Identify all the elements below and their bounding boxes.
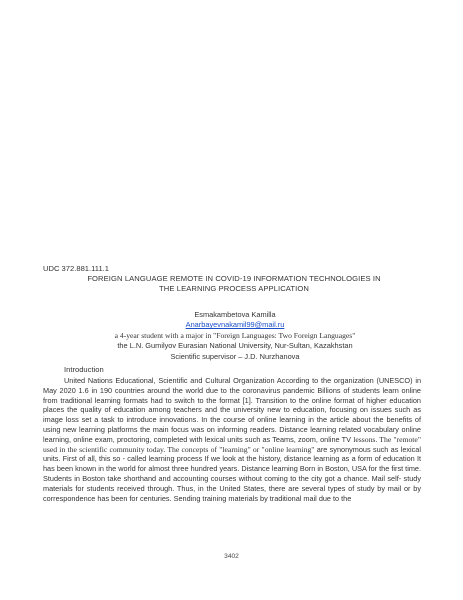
udc-code: UDC 372.881.111.1 (43, 264, 109, 273)
body-text-part-1: United Nations Educational, Scientific and Cultural Organization According to the organization (UNESCO) in May 2020 1.6 in 190 countries around the world due to the coronavirus pandemic Billions of students learn online from traditional learning formats had to switch to the format [1]. Transition to the online format of higher education places the quality of education among teachers and the university new to education, focusing on issues such as image loss set a task to introduce innovations. In the course of online learning in the article about the benefits of using new learning platforms the main focus was on informing readers. Distance learning related vocabulary online learning, online exam, proctoring, completed with lexical units such as Teams, zoom, online TV (43, 376, 421, 444)
author-email-link[interactable]: Anarbayevnakamil99@mail.ru (185, 320, 285, 330)
title-line-2: THE LEARNING PROCESS APPLICATION (159, 284, 309, 293)
page-number: 3402 (224, 553, 239, 560)
author-block (80, 310, 390, 362)
author-university: the L.N. Gumilyov Eurasian National University, Nur-Sultan, Kazakhstan (117, 341, 353, 351)
author-name: Esmakambetova Kamilla (194, 310, 276, 319)
body-text-part-2: lessons. The "remote" used in the scientific community today. The concepts of "learning" or "online learning" (43, 434, 421, 454)
author-description: a 4-year student with a major in "Foreign Languages: Two Foreign Languages" (114, 330, 356, 340)
paper-title (48, 274, 420, 294)
scientific-supervisor: Scientific supervisor – J.D. Nurzhanova (170, 351, 300, 361)
section-heading-introduction: Introduction (64, 365, 104, 374)
body-paragraph (43, 376, 421, 503)
body-text-part-3: are synonymous such as lexical units. First of all, this so - called learning process If we look at the history, distance learning as a form of education It has been known in the world for almost three hundred years. Distance learning Born in Boston, USA for the first time. Students in Boston take shorthand and accounting courses without coming to the city got a chance. Mail self- study materials for students received through. Thus, in the United States, there are several types of study by mail or by correspondence has been for centuries. Sending training materials by traditional mail due to the (43, 444, 421, 503)
title-line-1: FOREIGN LANGUAGE REMOTE IN COVID-19 INFORMATION TECHNOLOGIES IN (87, 274, 381, 283)
